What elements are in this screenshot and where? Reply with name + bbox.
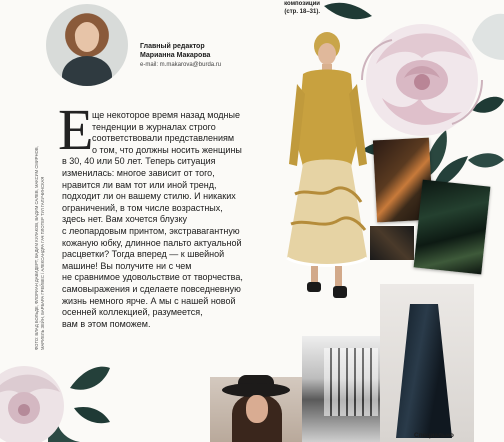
text-line: ще некоторое время назад модные <box>92 110 240 120</box>
text-line: вам в этом поможем. <box>62 318 151 329</box>
fabric-sample-dark <box>370 226 414 260</box>
drop-cap: Е <box>58 97 94 162</box>
text-line: подходит ли он вашему стилю. И никаких <box>62 191 236 202</box>
editor-name: Марианна Макарова <box>140 52 211 59</box>
photo-credit <box>34 130 46 350</box>
note-line: (стр. 18–31). <box>284 9 320 15</box>
editor-email[interactable]: e-mail: m.makarova@burda.ru <box>140 62 222 68</box>
text-line: в 30, 40 или 50 лет. Теперь ситуация <box>62 156 216 167</box>
editorial-text <box>62 110 262 330</box>
text-line: расцветки? Тогда вперед — к швейной <box>62 249 225 260</box>
text-line: изменилась: многое зависит от того, <box>62 167 215 178</box>
special-label: Специально <box>414 432 454 439</box>
photo-credit-line: МАРИЕЛЬ ЗЕЙН, БАРБАРА ГРЕЙВЕС / АЛЕКСАНДРА ГАЧ ПЛОТЕР ТУЛ ГАЛУЧИНСКАЯ <box>40 176 45 350</box>
peony-flower-icon <box>0 366 64 442</box>
text-line: соответствовали представлениям <box>92 133 235 144</box>
editor-role: Главный редактор <box>140 43 205 50</box>
text-line: не сравнимое удовольствие от творчества, <box>62 272 243 283</box>
text-line: нравится ли вам тот или иной тренд, <box>62 179 217 190</box>
hat-model-photo <box>210 377 302 442</box>
note-line: композиции <box>284 1 320 7</box>
editor-avatar <box>46 4 128 86</box>
page-reference-note <box>268 0 320 16</box>
text-line: самовыражения и сделаете повседневную <box>62 283 241 294</box>
fabric-sample-green <box>414 180 491 275</box>
peony-flower-icon <box>362 24 482 136</box>
text-line: жизнь немного ярче. А мы с нашей новой <box>62 295 236 306</box>
text-line: здесь нет. Вам хочется блузку <box>62 214 188 225</box>
photo-credit-line: ФОТО: ВЛАД БОЛЬДЕ, ФЛОРИАН ДАВИДЕРТ, ВАДИМ КУЛАКОВ, ВАДИМ САЛЕВ, МАКСИМ СМИРНОВ, <box>34 146 39 350</box>
atelier-photo-overlay <box>324 348 378 416</box>
text-line: машине! Вы получите ни с чем <box>62 260 192 271</box>
model-photo <box>281 24 371 306</box>
coat-photo <box>380 284 474 442</box>
text-line: тенденции в журналах строго <box>92 121 216 132</box>
text-line: с леопардовым принтом, экстравагантную <box>62 225 240 236</box>
text-line: о том, что должны носить женщины <box>92 144 242 155</box>
peony-illustration-bottom-left <box>0 348 110 442</box>
text-line: ограничений, в том числе возрастных, <box>62 202 223 213</box>
text-line: осенней коллекцией, разумеется, <box>62 307 203 318</box>
text-line: кожаную юбку, длинное пальто актуальной <box>62 237 242 248</box>
